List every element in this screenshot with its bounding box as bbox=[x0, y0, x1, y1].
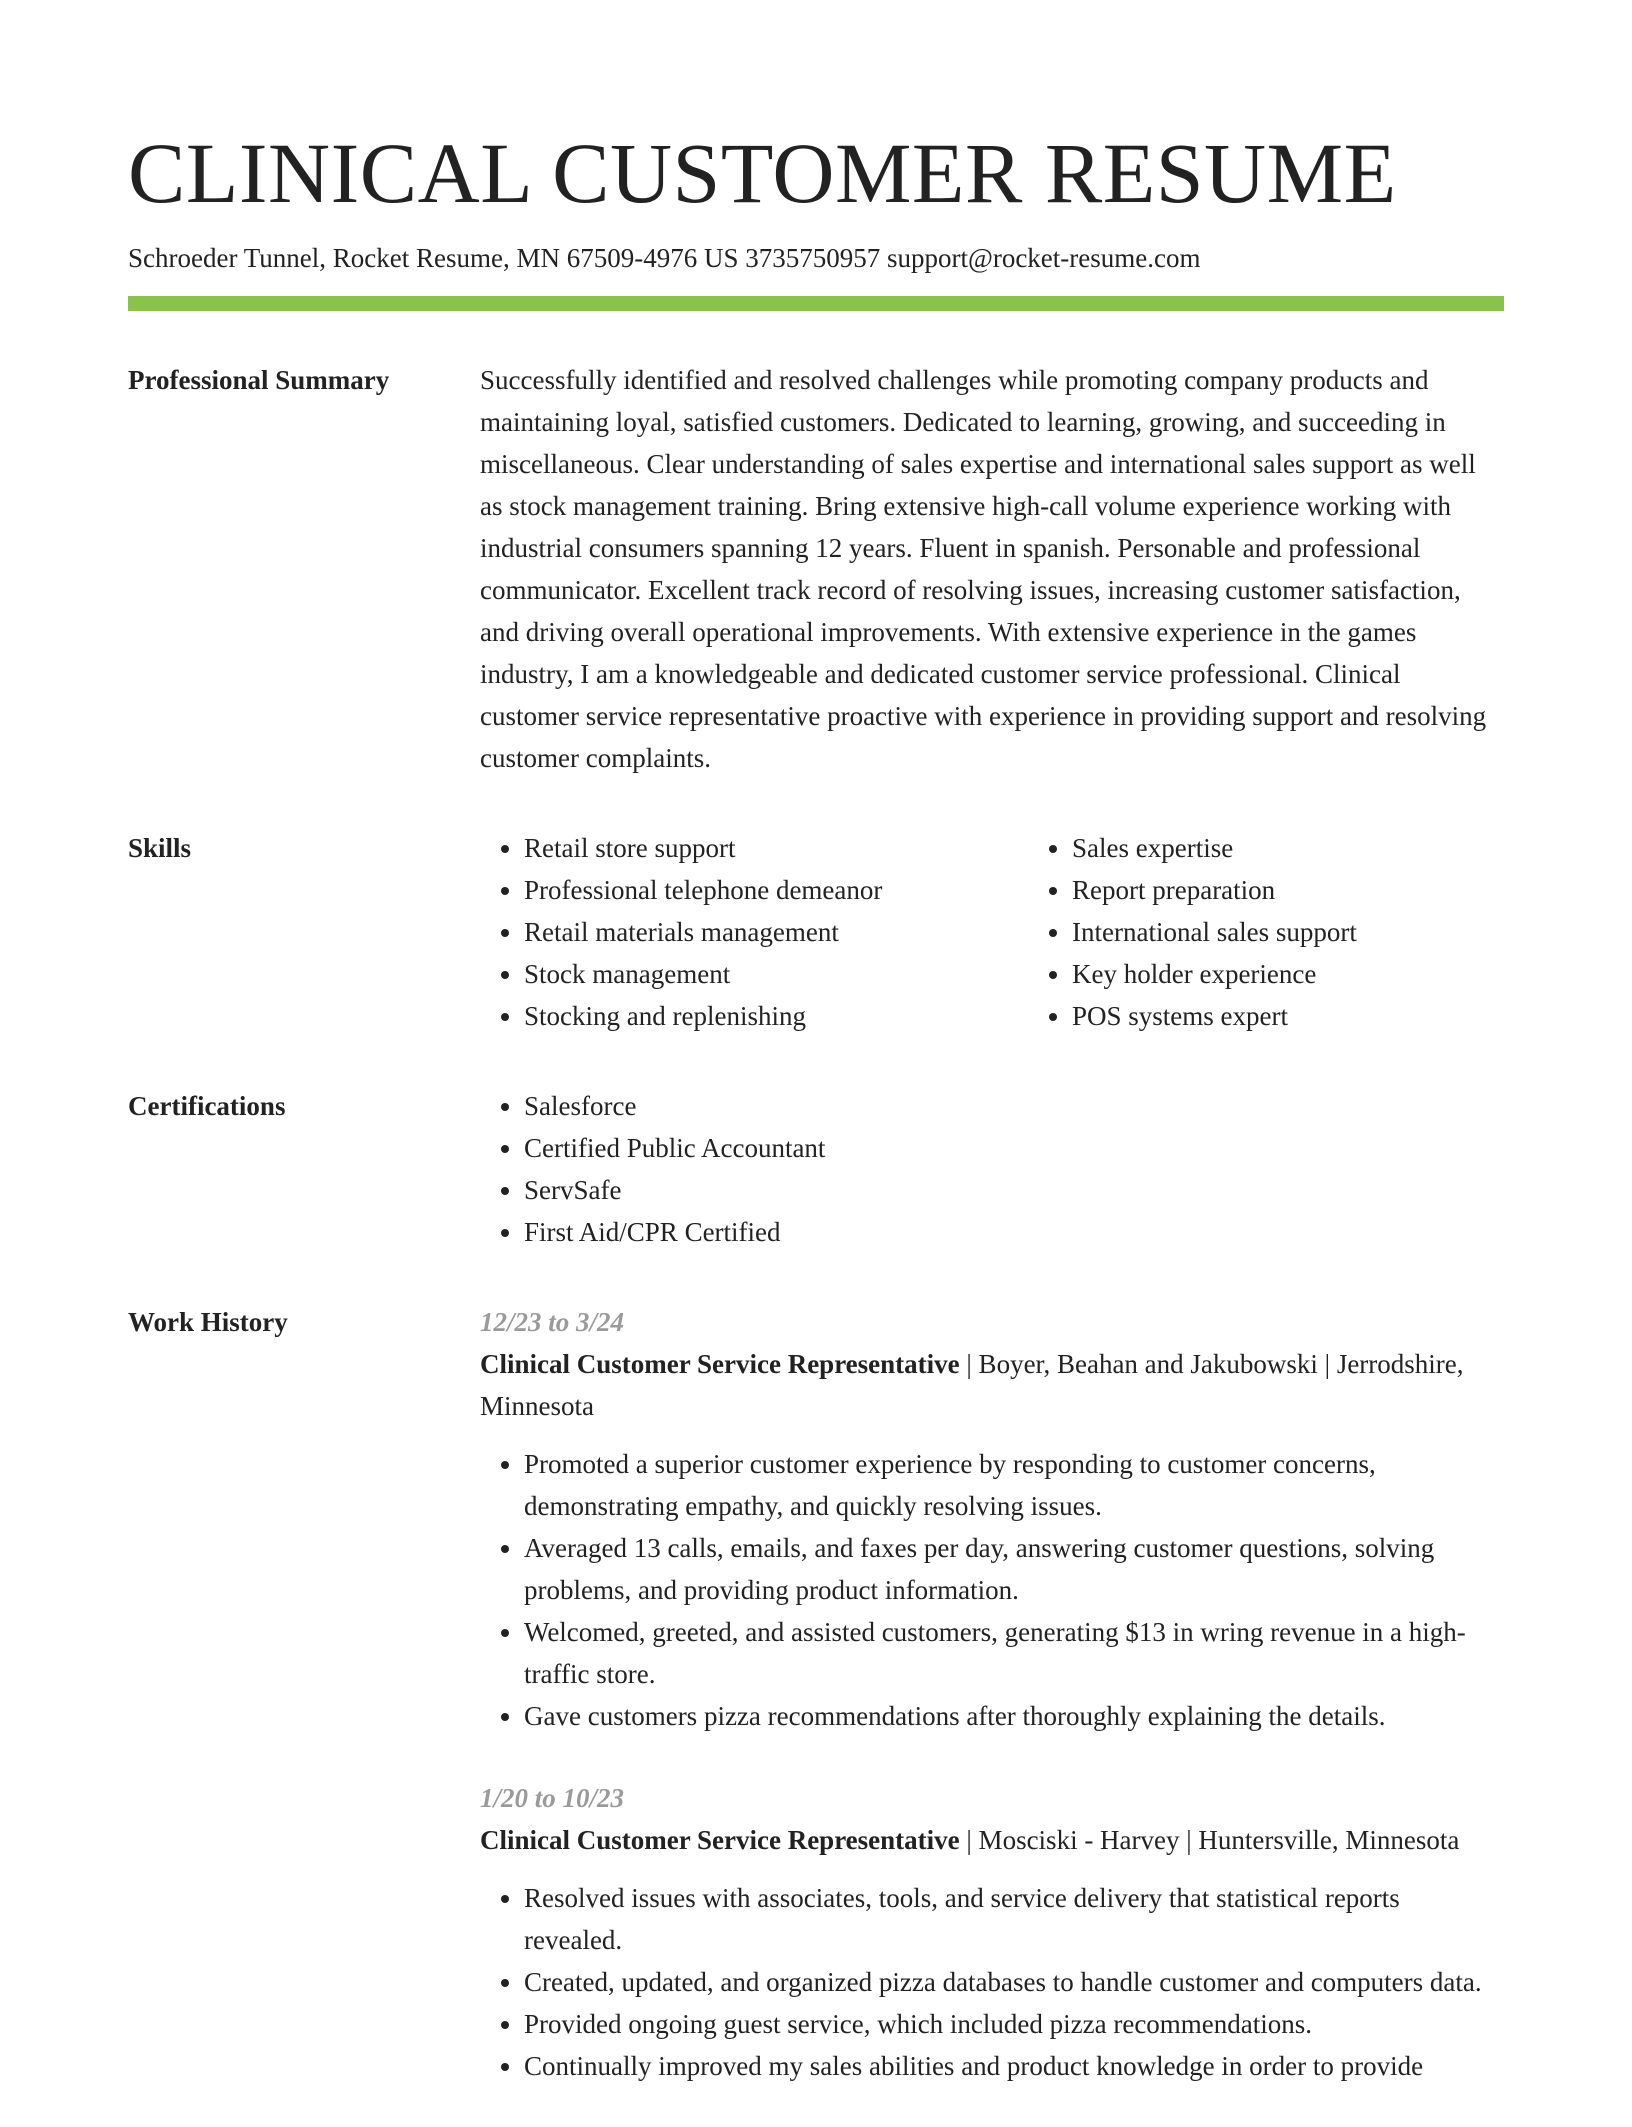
summary-section bbox=[128, 359, 1504, 779]
header-divider bbox=[128, 296, 1504, 311]
contact-line bbox=[128, 240, 1504, 276]
skill-item: • Stocking and replenishing bbox=[524, 995, 1028, 1037]
skills-list-right bbox=[1028, 827, 1576, 1037]
summary-heading: Professional Summary bbox=[128, 365, 390, 395]
job-entry bbox=[480, 1777, 1504, 2087]
skill-item: • Sales expertise bbox=[1072, 827, 1576, 869]
job-bullets bbox=[480, 1443, 1504, 1737]
job-bullets bbox=[480, 1877, 1504, 2087]
job-dates: 12/23 to 3/24 bbox=[480, 1307, 625, 1337]
job-header bbox=[480, 1343, 1504, 1427]
contact-address: Schroeder Tunnel, Rocket Resume, MN 67509-4976 US bbox=[128, 243, 739, 273]
work-history-heading: Work History bbox=[128, 1307, 288, 1337]
skill-item: • Professional telephone demeanor bbox=[524, 869, 1028, 911]
skill-item: • Stock management bbox=[524, 953, 1028, 995]
skill-item: • Key holder experience bbox=[1072, 953, 1576, 995]
contact-email: support@rocket-resume.com bbox=[886, 243, 1201, 273]
job-title: Clinical Customer Service Representative bbox=[480, 1825, 960, 1855]
job-header bbox=[480, 1819, 1504, 1861]
job-bullet: • Averaged 13 calls, emails, and faxes per day, answering customer questions, solving problems, and providing product information. bbox=[524, 1527, 1504, 1611]
summary-text: Successfully identified and resolved challenges while promoting company products and maintaining loyal, satisfied customers. Dedicated to learning, growing, and succeeding in miscellaneous. Clear understanding of sales expertise and international sales support as well as stock management training. Bring extensive high-call volume experience working with industrial consumers spanning 12 years. Fluent in spanish. Personable and professional communicator. Excellent track record of resolving issues, increasing customer satisfaction, and driving overall operational improvements. With extensive experience in the games industry, I am a knowledgeable and dedicated customer service professional. Clinical customer service representative proactive with experience in providing support and resolving customer complaints. bbox=[480, 365, 1487, 773]
certifications-heading: Certifications bbox=[128, 1091, 286, 1121]
job-bullet: • Welcomed, greeted, and assisted customers, generating $13 in wring revenue in a high-traffic store. bbox=[524, 1611, 1504, 1695]
job-dates: 1/20 to 10/23 bbox=[480, 1783, 625, 1813]
skill-item: • POS systems expert bbox=[1072, 995, 1576, 1037]
job-title: Clinical Customer Service Representative bbox=[480, 1349, 960, 1379]
job-bullet: • Continually improved my sales abilities and product knowledge in order to provide bbox=[524, 2045, 1504, 2087]
resume-page bbox=[128, 0, 1504, 2127]
skill-item: • Retail materials management bbox=[524, 911, 1028, 953]
certifications-list bbox=[480, 1085, 1504, 1253]
certification-item: • First Aid/CPR Certified bbox=[524, 1211, 1504, 1253]
job-bullet: • Created, updated, and organized pizza databases to handle customer and computers data. bbox=[524, 1961, 1504, 2003]
job-bullet: • Gave customers pizza recommendations after thoroughly explaining the details. bbox=[524, 1695, 1504, 1737]
skills-section bbox=[128, 827, 1504, 1037]
job-employer-location: | Boyer, Beahan and Jakubowski | Jerrodshire, Minnesota bbox=[480, 1349, 1464, 1421]
job-bullet: • Promoted a superior customer experience by responding to customer concerns, demonstrating empathy, and quickly resolving issues. bbox=[524, 1443, 1504, 1527]
contact-phone: 3735750957 bbox=[745, 243, 881, 273]
work-history-section bbox=[128, 1301, 1504, 2127]
job-bullet: • Provided ongoing guest service, which included pizza recommendations. bbox=[524, 2003, 1504, 2045]
skill-item: • Retail store support bbox=[524, 827, 1028, 869]
certifications-section bbox=[128, 1085, 1504, 1253]
resume-name: CLINICAL CUSTOMER RESUME bbox=[128, 125, 1397, 221]
skill-item: • International sales support bbox=[1072, 911, 1576, 953]
skill-item: • Report preparation bbox=[1072, 869, 1576, 911]
certification-item: • Salesforce bbox=[524, 1085, 1504, 1127]
certification-item: • Certified Public Accountant bbox=[524, 1127, 1504, 1169]
job-employer-location: | Mosciski - Harvey | Huntersville, Minnesota bbox=[959, 1825, 1460, 1855]
skills-list-left bbox=[480, 827, 1028, 1037]
job-bullet: • Resolved issues with associates, tools, and service delivery that statistical reports revealed. bbox=[524, 1877, 1504, 1961]
skills-heading: Skills bbox=[128, 833, 192, 863]
certification-item: • ServSafe bbox=[524, 1169, 1504, 1211]
job-entry bbox=[480, 1301, 1504, 1737]
